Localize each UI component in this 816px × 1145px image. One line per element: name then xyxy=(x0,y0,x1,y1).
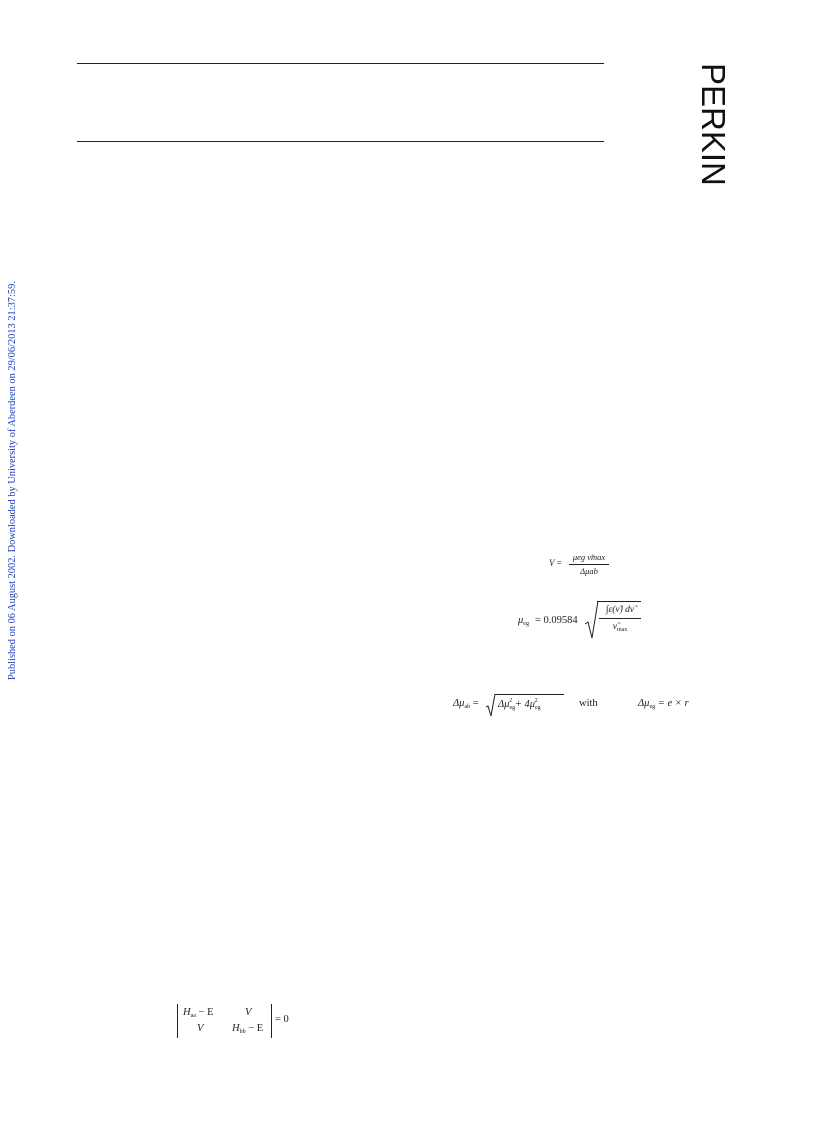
header-rule-bottom xyxy=(77,141,604,142)
eq2-coefficient: = 0.09584 xyxy=(535,615,578,626)
determinant-a11: $H_{aa} - E$ xyxy=(183,1007,214,1019)
eq3-radicand: $\Delta\mu_{eg}^2 + 4\mu_{eg}^2$ xyxy=(498,698,541,711)
equation-transition-dipole xyxy=(518,600,643,642)
eq2-denominator: $\nũ_{max}$ xyxy=(612,622,628,633)
eq1-lhs: V = xyxy=(549,558,562,568)
eq3-rhs: $\Delta\mu_{eg} = e \times r$ xyxy=(638,698,689,710)
equation-secular-determinant xyxy=(177,1004,297,1038)
equation-coupling xyxy=(549,551,611,581)
eq2-fraction xyxy=(599,603,641,634)
eq1-denominator: Δμab xyxy=(580,566,598,576)
eq2-square-root xyxy=(585,600,641,640)
equation-dipole-difference xyxy=(453,693,703,719)
eq1-fraction xyxy=(567,551,611,578)
eq2-radical-bar xyxy=(597,601,641,602)
header-rule-top xyxy=(77,63,604,64)
determinant-a21: V xyxy=(197,1023,204,1034)
eq3-radical-bar xyxy=(495,694,564,695)
download-notice-link[interactable]: Published on 06 August 2002. Downloaded by University of Aberdeen on 29/06/2013 21:37:59. xyxy=(7,281,18,680)
eq3-with-label: with xyxy=(579,698,598,709)
eq1-numerator: μeg ν̃max xyxy=(572,552,606,562)
determinant-a12: V xyxy=(245,1007,252,1018)
eq2-numerator: ∫ε(ν̃) dν̃ xyxy=(605,605,635,615)
determinant-bar-right xyxy=(271,1004,272,1038)
radical-sign-icon xyxy=(585,600,599,640)
eq3-lhs-text: $\Delta\mu_{ab}$ = xyxy=(453,698,479,710)
journal-logo: PERKIN xyxy=(695,63,732,186)
eq2-lhs: $\mu_{eg}$ xyxy=(518,615,529,627)
determinant-bar-left xyxy=(177,1004,178,1038)
determinant-a22: $H_{bb} - E$ xyxy=(232,1023,264,1035)
radical-sign-icon xyxy=(486,693,496,717)
eq3-square-root xyxy=(486,693,564,717)
determinant-equals-zero: = 0 xyxy=(275,1014,289,1025)
